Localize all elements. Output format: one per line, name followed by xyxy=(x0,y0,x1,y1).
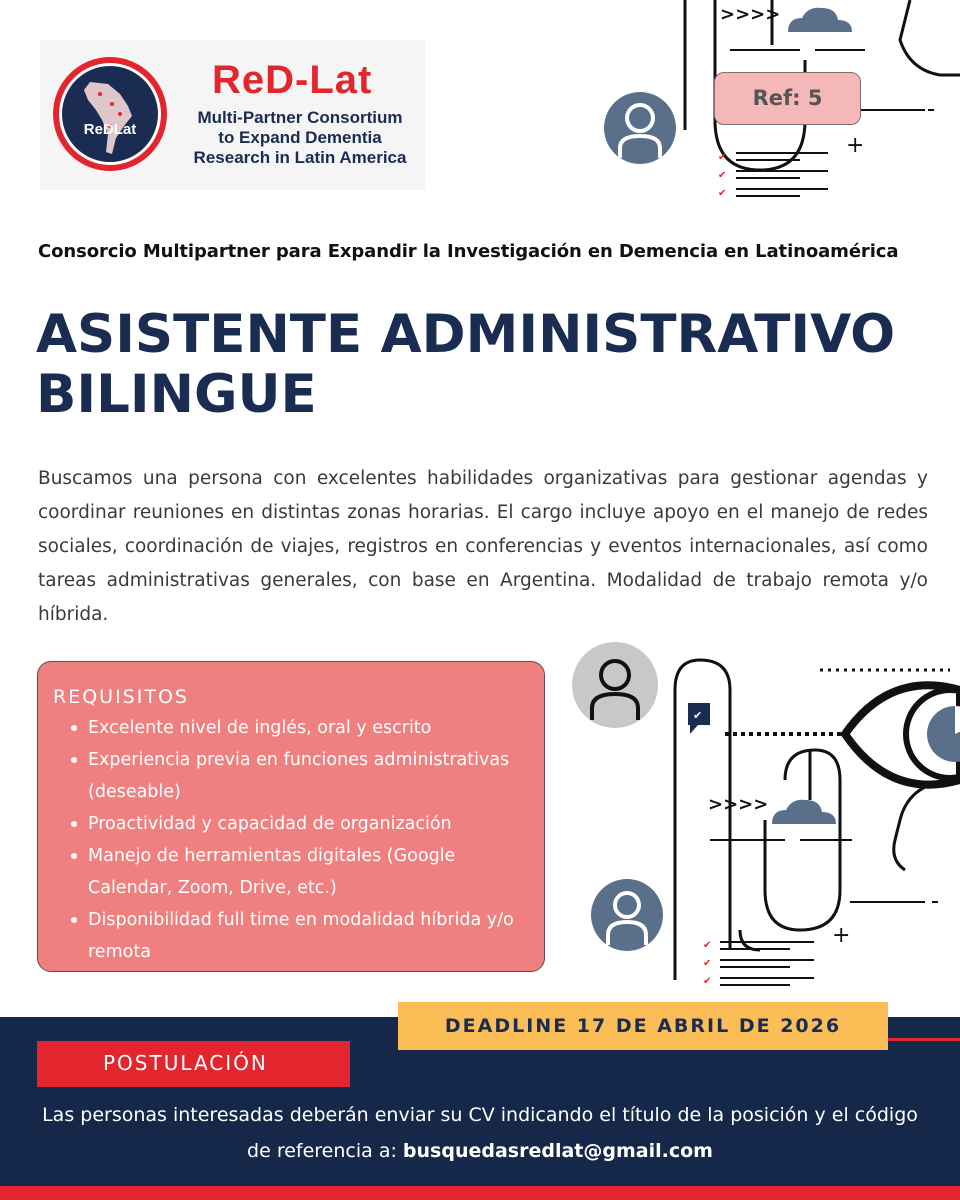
contact-email[interactable]: busquedasredlat@gmail.com xyxy=(402,1140,713,1162)
arrows-icon: >>>> xyxy=(720,4,781,25)
arrows-icon: >>>> xyxy=(708,794,769,815)
reference-badge xyxy=(714,72,861,125)
deadline-text: DEADLINE 17 DE ABRIL DE 2026 xyxy=(444,1015,842,1037)
footer-bottom-bar xyxy=(0,1186,960,1200)
cloud-icon xyxy=(772,800,836,824)
checklist-icon xyxy=(703,940,814,987)
middle-illustration xyxy=(560,630,960,1000)
logo-circle-text: ReDLat xyxy=(83,121,137,138)
svg-text:✔: ✔ xyxy=(718,170,727,181)
svg-text:✔: ✔ xyxy=(703,940,712,951)
requirements-list xyxy=(68,712,538,968)
svg-text:✔: ✔ xyxy=(718,188,727,199)
job-title-line: ASISTENTE ADMINISTRATIVO xyxy=(36,304,896,365)
application-text: Las personas interesadas deberán enviar su CV indicando el título de la posición y el código de referencia a: xyxy=(42,1104,918,1162)
latin-america-map-icon xyxy=(50,54,170,174)
logo xyxy=(40,40,425,190)
svg-text:✔: ✔ xyxy=(703,958,712,969)
svg-text:✔: ✔ xyxy=(693,709,703,722)
logo-sub-line: Multi-Partner Consortium xyxy=(197,108,403,127)
requirements-box xyxy=(37,661,545,972)
logo-sub-line: Research in Latin America xyxy=(193,148,407,167)
deadline-banner xyxy=(398,1002,888,1050)
job-title-line: BILINGUE xyxy=(36,364,317,425)
organization-subtitle: Consorcio Multipartner para Expandir la Investigación en Demencia en Latinoamérica xyxy=(38,241,899,262)
user-avatar-icon xyxy=(604,92,676,164)
logo-title: ReD-Lat xyxy=(212,58,373,102)
plus-icon: + xyxy=(832,923,851,948)
application-heading: POSTULACIÓN xyxy=(103,1051,268,1075)
requirements-title: REQUISITOS xyxy=(53,686,189,708)
requirement-item: Manejo de herramientas digitales (Google Calendar, Zoom, Drive, etc.) xyxy=(68,840,538,904)
user-avatar-icon xyxy=(591,879,663,951)
job-title xyxy=(36,305,936,425)
application-heading-box xyxy=(37,1041,350,1087)
plus-icon: + xyxy=(846,133,865,158)
requirement-item: Disponibilidad full time en modalidad híbrida y/o remota xyxy=(68,904,538,968)
job-description: Buscamos una persona con excelentes habilidades organizativas para gestionar agendas y coordinar reuniones en distintas zonas horarias. El cargo incluye apoyo en el manejo de redes sociales, coordinación de viajes, registros en conferencias y eventos internacionales, así como tareas administrativas generales, con base en Argentina. Modalidad de trabajo remota y/o híbrida. xyxy=(38,468,928,625)
requirement-item: Proactividad y capacidad de organización xyxy=(68,808,538,840)
application-instructions xyxy=(30,1097,930,1169)
requirement-item: Experiencia previa en funciones administrativas (deseable) xyxy=(68,744,538,808)
deco-face-outline xyxy=(894,780,960,870)
user-avatar-icon xyxy=(572,642,658,728)
svg-text:✔: ✔ xyxy=(718,152,727,163)
requirement-item: Excelente nivel de inglés, oral y escrito xyxy=(68,712,538,744)
svg-text:✔: ✔ xyxy=(703,976,712,987)
footer-accent-line xyxy=(885,1038,960,1041)
cloud-icon xyxy=(788,8,852,32)
logo-sub-line: to Expand Dementia xyxy=(218,128,382,147)
checklist-icon xyxy=(718,152,828,199)
deco-face-outline xyxy=(900,0,960,75)
logo-subtitle xyxy=(180,108,420,168)
reference-code: Ref: 5 xyxy=(752,86,823,110)
eye-icon xyxy=(845,685,960,784)
